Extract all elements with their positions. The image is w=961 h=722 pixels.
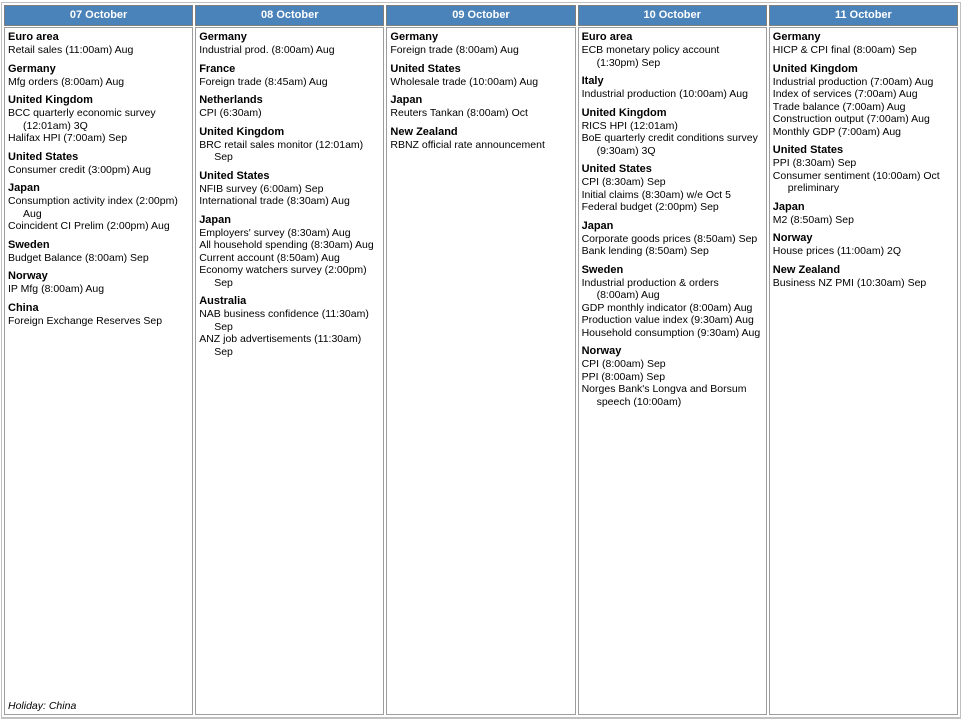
country-label: United Kingdom bbox=[199, 125, 285, 138]
event-item: CPI (6:30am) bbox=[199, 107, 262, 119]
country-label: New Zealand bbox=[772, 263, 841, 276]
event-item: Industrial production (7:00am) Aug bbox=[772, 75, 934, 88]
country-group bbox=[582, 220, 763, 258]
country-label: Japan bbox=[8, 182, 40, 194]
country-label: United States bbox=[8, 150, 79, 163]
country-group bbox=[8, 31, 189, 57]
country-label: Germany bbox=[8, 62, 56, 75]
event-item: Coincident CI Prelim (2:00pm) Aug bbox=[8, 220, 170, 232]
country-label: Euro area bbox=[8, 31, 59, 43]
day-column-5 bbox=[769, 5, 958, 715]
country-group bbox=[199, 170, 380, 208]
day-header: 08 October bbox=[195, 5, 384, 26]
event-item: Industrial production (10:00am) Aug bbox=[581, 88, 748, 100]
event-item: Trade balance (7:00am) Aug bbox=[772, 100, 906, 113]
day-body bbox=[386, 27, 575, 715]
country-label: Australia bbox=[199, 295, 247, 307]
country-group bbox=[199, 214, 380, 290]
event-item: Economy watchers survey (2:00pm) Sep bbox=[199, 264, 367, 289]
country-label: United Kingdom bbox=[772, 62, 858, 75]
country-group bbox=[199, 63, 380, 89]
event-item: Mfg orders (8:00am) Aug bbox=[8, 75, 125, 88]
event-item: CPI (8:30am) Sep bbox=[581, 176, 666, 188]
event-item: HICP & CPI final (8:00am) Sep bbox=[772, 44, 917, 56]
event-item: BRC retail sales monitor (12:01am) Sep bbox=[199, 138, 364, 163]
country-group bbox=[390, 94, 571, 120]
event-item: Production value index (9:30am) Aug bbox=[581, 314, 754, 326]
country-label: China bbox=[8, 301, 39, 314]
country-group bbox=[582, 264, 763, 340]
country-label: Japan bbox=[772, 200, 805, 213]
event-item: Norges Bank's Longva and Borsum speech (10:00am) bbox=[581, 383, 747, 408]
country-group bbox=[8, 151, 189, 177]
event-item: House prices (11:00am) 2Q bbox=[772, 245, 901, 257]
country-group bbox=[8, 270, 189, 296]
event-item: Reuters Tankan (8:00am) Oct bbox=[390, 107, 528, 119]
day-body bbox=[4, 27, 193, 715]
country-group bbox=[773, 63, 954, 139]
day-column-1 bbox=[4, 5, 193, 715]
event-item: International trade (8:30am) Aug bbox=[199, 195, 350, 207]
day-body bbox=[769, 27, 958, 715]
event-item: NAB business confidence (11:30am) Sep bbox=[199, 308, 369, 333]
country-label: Sweden bbox=[581, 263, 624, 276]
country-group bbox=[773, 201, 954, 227]
country-group bbox=[199, 295, 380, 358]
event-item: Retail sales (11:00am) Aug bbox=[8, 44, 134, 56]
day-body bbox=[578, 27, 767, 715]
day-header: 09 October bbox=[386, 5, 575, 26]
country-group bbox=[390, 63, 571, 89]
country-label: Norway bbox=[8, 270, 48, 282]
country-group bbox=[8, 63, 189, 89]
event-item: Budget Balance (8:00am) Sep bbox=[8, 251, 149, 264]
country-group bbox=[8, 302, 189, 328]
country-label: Norway bbox=[581, 345, 622, 357]
event-item: Bank lending (8:50am) Sep bbox=[581, 245, 709, 257]
event-item: Current account (8:50am) Aug bbox=[199, 251, 340, 264]
event-item: PPI (8:00am) Sep bbox=[581, 370, 666, 383]
country-label: Germany bbox=[772, 31, 821, 43]
event-item: Halifax HPI (7:00am) Sep bbox=[8, 132, 128, 144]
country-group bbox=[199, 31, 380, 57]
country-label: United States bbox=[199, 169, 270, 182]
event-item: ANZ job advertisements (11:30am) Sep bbox=[199, 333, 362, 358]
event-item: Consumption activity index (2:00pm) Aug bbox=[8, 195, 178, 220]
country-label: Norway bbox=[772, 232, 813, 244]
country-label: Euro area bbox=[581, 31, 633, 43]
day-column-4 bbox=[578, 5, 767, 715]
event-item: Household consumption (9:30am) Aug bbox=[581, 326, 761, 339]
country-group bbox=[582, 31, 763, 69]
country-group bbox=[582, 345, 763, 408]
day-header: 07 October bbox=[4, 5, 193, 26]
event-item: Federal budget (2:00pm) Sep bbox=[581, 201, 719, 213]
country-label: Italy bbox=[581, 75, 604, 87]
country-group bbox=[390, 31, 571, 57]
event-item: CPI (8:00am) Sep bbox=[581, 358, 666, 370]
country-label: United States bbox=[581, 163, 652, 175]
country-group bbox=[8, 239, 189, 265]
country-label: United States bbox=[390, 62, 461, 75]
event-item: Construction output (7:00am) Aug bbox=[772, 113, 930, 125]
event-item: Employers' survey (8:30am) Aug bbox=[199, 226, 351, 239]
event-item: Initial claims (8:30am) w/e Oct 5 bbox=[581, 188, 731, 201]
country-label: United Kingdom bbox=[8, 94, 93, 106]
event-item: M2 (8:50am) Sep bbox=[772, 213, 854, 226]
country-label: Japan bbox=[390, 94, 423, 106]
event-item: ECB monetary policy account (1:30pm) Sep bbox=[581, 44, 720, 69]
country-group bbox=[390, 126, 571, 152]
event-item: Foreign trade (8:00am) Aug bbox=[390, 44, 519, 56]
event-item: Industrial prod. (8:00am) Aug bbox=[199, 44, 335, 56]
event-item: BoE quarterly credit conditions survey (9:30am) 3Q bbox=[581, 132, 758, 157]
event-item: RICS HPI (12:01am) bbox=[581, 119, 678, 132]
country-label: Japan bbox=[199, 213, 231, 226]
country-group bbox=[773, 144, 954, 195]
event-item: Industrial production & orders (8:00am) Aug bbox=[581, 276, 719, 301]
day-column-3 bbox=[386, 5, 575, 715]
country-group bbox=[8, 94, 189, 145]
country-group bbox=[199, 94, 380, 120]
country-group bbox=[773, 264, 954, 290]
country-label: Netherlands bbox=[199, 94, 263, 106]
event-item: RBNZ official rate announcement bbox=[390, 138, 545, 151]
event-item: Consumer sentiment (10:00am) Oct preliminary bbox=[772, 169, 940, 194]
event-item: BCC quarterly economic survey (12:01am) 3Q bbox=[8, 107, 156, 132]
event-item: PPI (8:30am) Sep bbox=[772, 157, 857, 169]
day-header: 11 October bbox=[769, 5, 958, 26]
country-label: Japan bbox=[581, 219, 614, 232]
holiday-note: Holiday: China bbox=[8, 700, 77, 712]
event-item: Business NZ PMI (10:30am) Sep bbox=[772, 276, 927, 289]
event-item: Corporate goods prices (8:50am) Sep bbox=[581, 232, 758, 245]
day-column-2 bbox=[195, 5, 384, 715]
country-label: France bbox=[199, 62, 236, 75]
country-label: Sweden bbox=[8, 238, 50, 251]
country-label: United States bbox=[772, 144, 844, 156]
event-item: GDP monthly indicator (8:00am) Aug bbox=[581, 301, 753, 314]
country-label: Germany bbox=[390, 31, 439, 43]
event-item: IP Mfg (8:00am) Aug bbox=[8, 283, 105, 295]
country-group bbox=[773, 232, 954, 258]
event-item: Index of services (7:00am) Aug bbox=[772, 88, 918, 100]
event-item: Foreign Exchange Reserves Sep bbox=[8, 314, 163, 327]
country-group bbox=[582, 163, 763, 214]
event-item: Foreign trade (8:45am) Aug bbox=[199, 75, 328, 88]
economic-calendar-table bbox=[1, 2, 961, 719]
country-label: New Zealand bbox=[390, 125, 458, 138]
event-item: Consumer credit (3:00pm) Aug bbox=[8, 163, 151, 176]
country-group bbox=[8, 182, 189, 233]
day-header: 10 October bbox=[578, 5, 767, 26]
event-item: Monthly GDP (7:00am) Aug bbox=[772, 125, 901, 138]
country-group bbox=[582, 75, 763, 101]
country-group bbox=[199, 126, 380, 164]
country-label: United Kingdom bbox=[581, 106, 667, 119]
country-label: Germany bbox=[199, 31, 247, 43]
event-item: All household spending (8:30am) Aug bbox=[199, 239, 374, 251]
day-body bbox=[195, 27, 384, 715]
country-group bbox=[773, 31, 954, 57]
country-group bbox=[582, 107, 763, 158]
event-item: Wholesale trade (10:00am) Aug bbox=[390, 75, 539, 88]
event-item: NFIB survey (6:00am) Sep bbox=[199, 182, 324, 195]
